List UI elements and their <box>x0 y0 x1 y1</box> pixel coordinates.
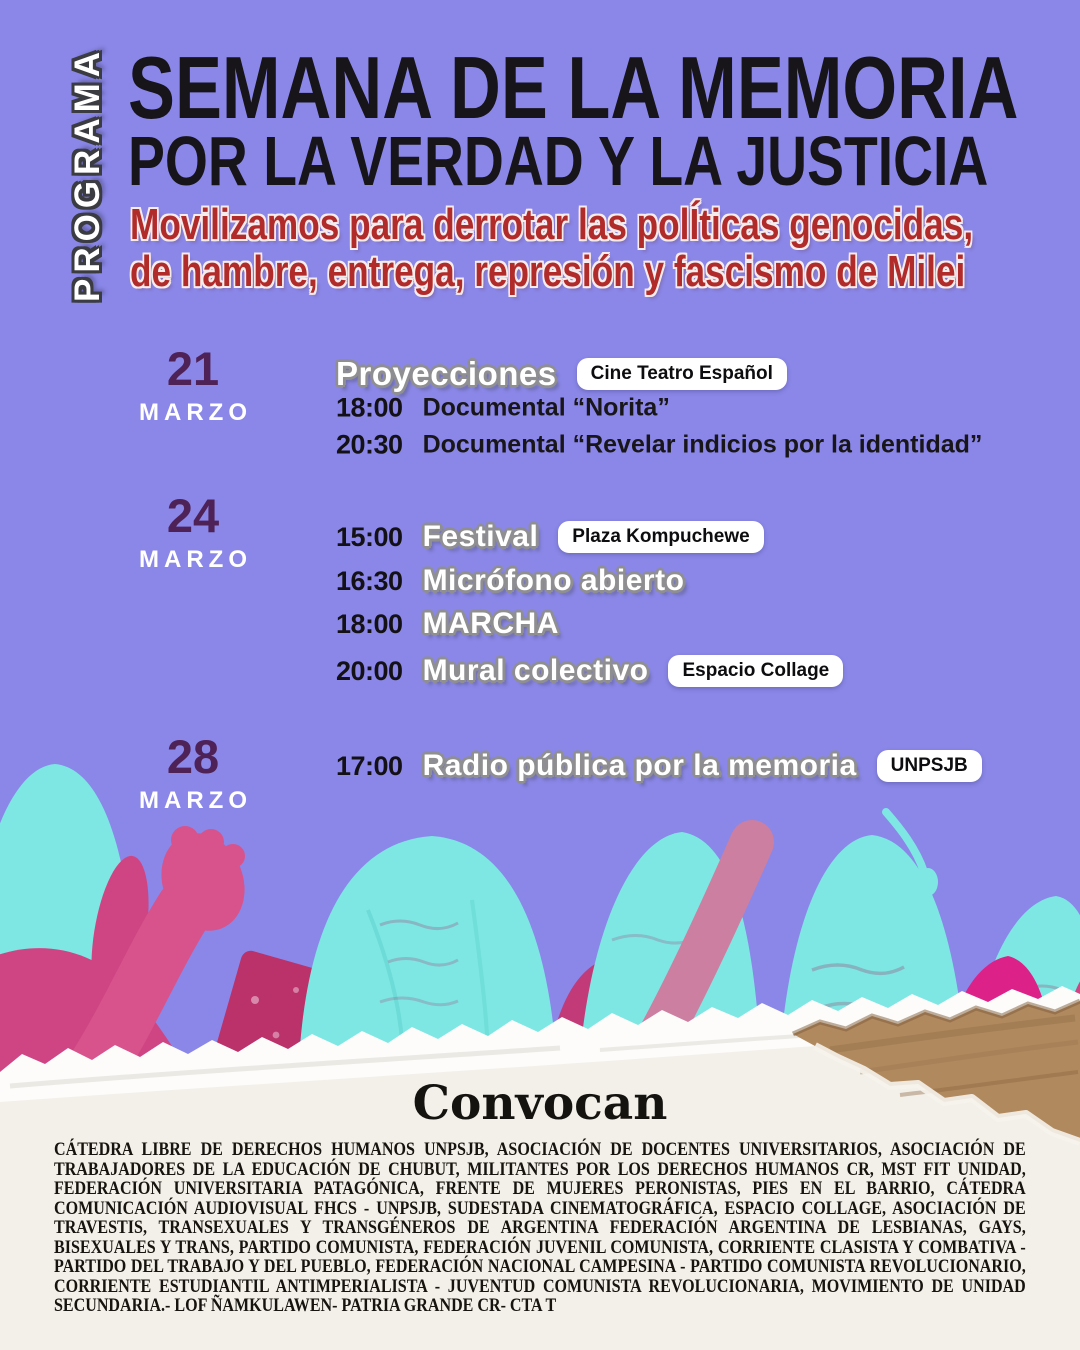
event-time: 18:00 <box>336 392 403 423</box>
date-month: MARZO <box>139 546 252 573</box>
convocan-heading: Convocan <box>412 1076 668 1131</box>
event-title: Documental “Revelar indicios por la identidad” <box>422 430 983 459</box>
organizations-text: CÁTEDRA LIBRE DE DERECHOS HUMANOS UNPSJB, ASOCIACIÓN DE DOCENTES UNIVERSITARIOS, ASOCIACIÓN DE TRABAJADORES DE LA EDUCACIÓN DE CHUBUT, MILITANTES POR LOS DERECHOS HUMANOS CR, MST FIT UNIDAD, FEDERACIÓN UNIVERSITARIA PATAGÓNICA, FRENTE DE MUJERES PERONISTAS, PIES EN EL BARRIO, CÁTEDRA COMUNICACIÓN AUDIOVISUAL FHCS - UNPSJB, SUDESTADA CINEMATOGRÁFICA, ESPACIO COLLAGE, ASOCIACIÓN DE TRAVESTIS, TRANSEXUALES Y TRANSGÉNEROS DE ARGENTINA FEDERACIÓN ARGENTINA DE LESBIANAS, GAYS, BISEXUALES Y TRANS, PARTIDO COMUNISTA, FEDERACIÓN JUVENIL COMUNISTA, CORRIENTE CLASISTA Y COMBATIVA - PARTIDO DEL TRABAJO Y DEL PUEBLO, FEDERACIÓN NACIONAL CAMPESINA - PARTIDO COMUNISTA REVOLUCIONARIO, CORRIENTE ESTUDIANTIL ANTIMPERIALISTA - JUVENTUD COMUNISTA REVOLUCIONARIA, MOVIMIENTO DE UNIDAD SECUNDARIA.- LOF ÑAMKULAWEN- PATRIA GRANDE CR- CTA T <box>54 1139 1026 1316</box>
schedule-row <box>336 564 684 598</box>
date-21-marzo <box>118 342 268 427</box>
subtitle-line-2: de hambre, entrega, represión y fascismo de Milei <box>130 247 966 296</box>
schedule-row <box>336 430 982 461</box>
date-number: 28 <box>166 730 220 783</box>
event-title: Micrófono abierto <box>422 564 685 597</box>
event-time: 16:30 <box>336 565 403 596</box>
venue-pill: Cine Teatro Español <box>577 358 787 390</box>
date-24-marzo <box>118 489 268 574</box>
schedule-row <box>336 520 764 554</box>
schedule-row <box>336 355 787 393</box>
event-time: 18:00 <box>336 608 403 639</box>
event-title: MARCHA <box>422 607 559 640</box>
event-time: 15:00 <box>336 521 403 552</box>
schedule-row <box>336 749 982 783</box>
event-time: 20:30 <box>336 429 403 460</box>
event-title: Documental “Norita” <box>422 393 670 422</box>
schedule-row <box>336 393 670 424</box>
schedule-row <box>336 654 843 688</box>
schedule-row <box>336 607 559 641</box>
title-line-1: SEMANA DE LA MEMORIA <box>128 38 1019 137</box>
title-line-2: POR LA VERDAD Y LA JUSTICIA <box>128 122 989 200</box>
event-title: Proyecciones <box>336 355 557 392</box>
date-number: 24 <box>166 489 220 542</box>
venue-pill: Plaza Kompuchewe <box>558 521 763 553</box>
venue-pill: Espacio Collage <box>668 655 843 687</box>
event-time: 20:00 <box>336 655 403 686</box>
date-month: MARZO <box>139 787 252 814</box>
subtitle-line-1: Movilizamos para derrotar las polÍticas genocidas, <box>130 200 974 249</box>
date-number: 21 <box>166 342 220 395</box>
venue-pill: UNPSJB <box>877 750 982 782</box>
date-month: MARZO <box>139 399 252 426</box>
event-title: Mural colectivo <box>422 654 649 687</box>
program-vertical-label: PROGRAMA <box>68 45 107 303</box>
event-title: Festival <box>422 520 539 553</box>
event-time: 17:00 <box>336 750 403 781</box>
date-28-marzo <box>118 730 268 815</box>
event-title: Radio pública por la memoria <box>422 749 857 782</box>
